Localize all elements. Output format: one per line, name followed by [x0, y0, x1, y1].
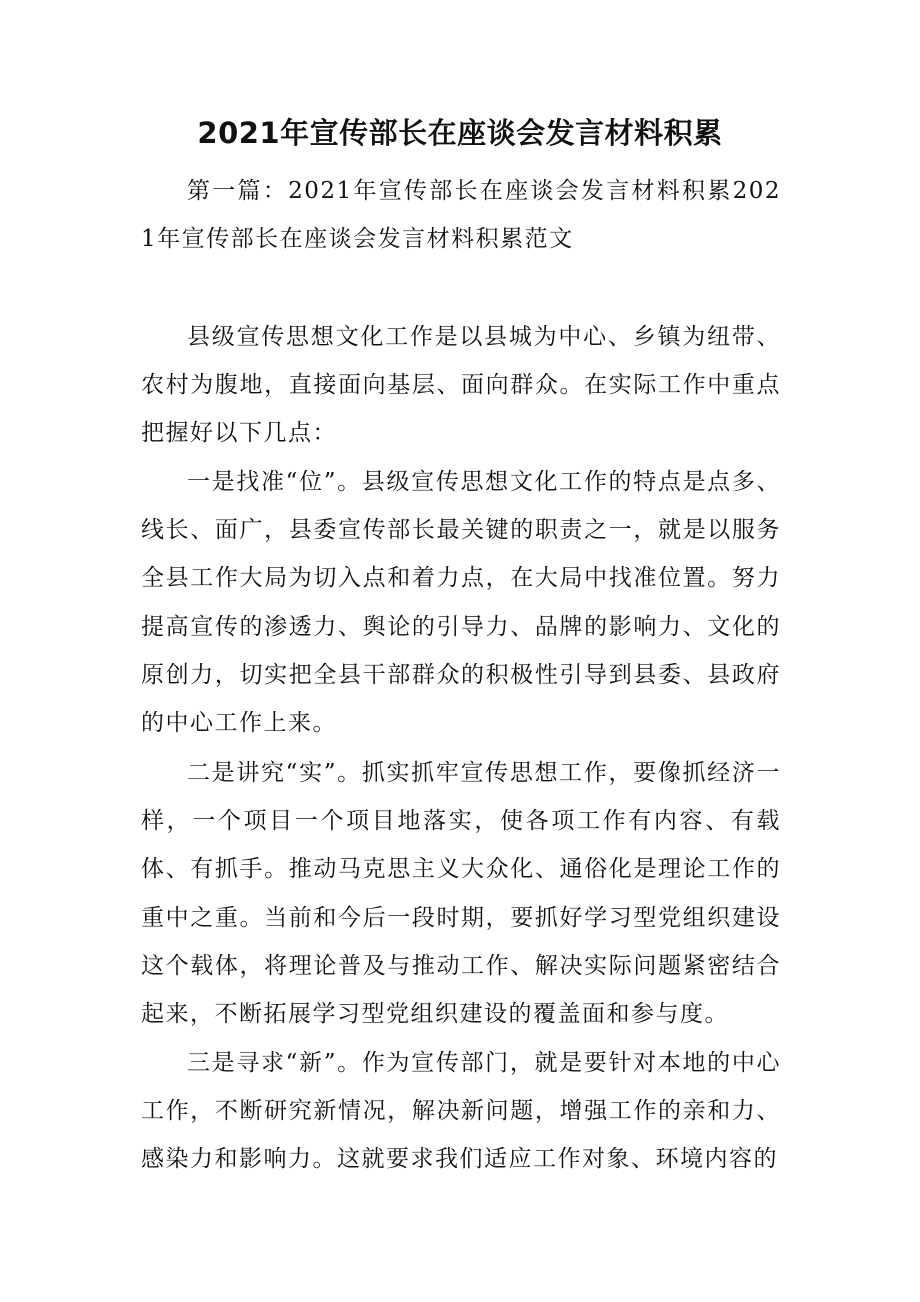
paragraph-point-three: 三是寻求“新”。作为宣传部门，就是要针对本地的中心工作，不断研究新情况，解决新问题，增强工作的亲和力、感染力和影响力。这就要求我们适应工作对象、环境内容的 [141, 1050, 781, 1173]
paragraph-point-one: 一是找准“位”。县级宣传思想文化工作的特点是点多、线长、面广，县委宣传部长最关键的职责之一，就是以服务全县工作大局为切入点和着力点，在大局中找准位置。努力提高宣传的渗透力、舆论的引导力、品牌的影响力、文化的原创力，切实把全县干部群众的积极性引导到县委、县政府的中心工作上来。 [141, 469, 781, 737]
document-title: 2021年宣传部长在座谈会发言材料积累 [197, 116, 723, 150]
paragraph-intro: 县级宣传思想文化工作是以县城为中心、乡镇为纽带、农村为腹地，直接面向基层、面向群众。在实际工作中重点把握好以下几点： [141, 324, 781, 447]
paragraph-point-two: 二是讲究“实”。抓实抓牢宣传思想工作，要像抓经济一样，一个项目一个项目地落实，使各项工作有内容、有载体、有抓手。推动马克思主义大众化、通俗化是理论工作的重中之重。当前和今后一段时期，要抓好学习型党组织建设这个载体，将理论普及与推动工作、解决实际问题紧密结合起来，不断拓展学习型党组织建设的覆盖面和参与度。 [141, 760, 781, 1028]
document-subtitle: 第一篇：2021年宣传部长在座谈会发言材料积累2021年宣传部长在座谈会发言材料积累范文 [141, 178, 781, 253]
